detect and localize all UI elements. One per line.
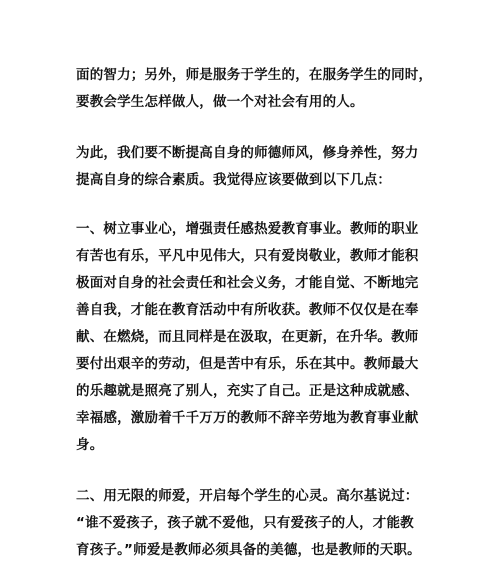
- text-line: 身。: [76, 437, 104, 453]
- text-line: 的乐趣就是照亮了别人，充实了自己。正是这种成就感、: [76, 383, 419, 399]
- text-line: 要付出艰辛的劳动，但是苦中有乐，乐在其中。教师最大: [76, 356, 419, 372]
- text-line: 二、用无限的师爱，开启每个学生的心灵。高尔基说过：: [76, 488, 419, 504]
- text-line: 面的智力；另外，师是服务于学生的，在服务学生的同时，: [76, 67, 433, 83]
- text-line: 极面对自身的社会责任和社会义务，才能自觉、不断地完: [76, 275, 419, 291]
- text-line: 一、树立事业心，增强责任感热爱教育事业。教师的职业: [76, 221, 419, 237]
- text-line: 献、在燃烧，而且同样是在汲取，在更新，在升华。教师: [76, 329, 419, 345]
- text-line: 为此，我们要不断提高自身的师德师风，修身养性，努力: [76, 145, 419, 161]
- text-line: 育孩子。”师爱是教师必须具备的美德，也是教师的天职。: [76, 542, 421, 558]
- text-line: 幸福感，激励着千千万万的教师不辞辛劳地为教育事业献: [76, 410, 419, 426]
- text-line: 提高自身的综合素质。我觉得应该要做到以下几点：: [76, 172, 392, 188]
- text-line: “谁不爱孩子，孩子就不爱他，只有爱孩子的人，才能教: [76, 515, 414, 531]
- text-line: 有苦也有乐，平凡中见伟大，只有爱岗敬业，教师才能积: [76, 248, 419, 264]
- text-line: 要教会学生怎样做人，做一个对社会有用的人。: [76, 94, 364, 110]
- text-line: 善自我，才能在教育活动中有所收获。教师不仅仅是在奉: [76, 302, 419, 318]
